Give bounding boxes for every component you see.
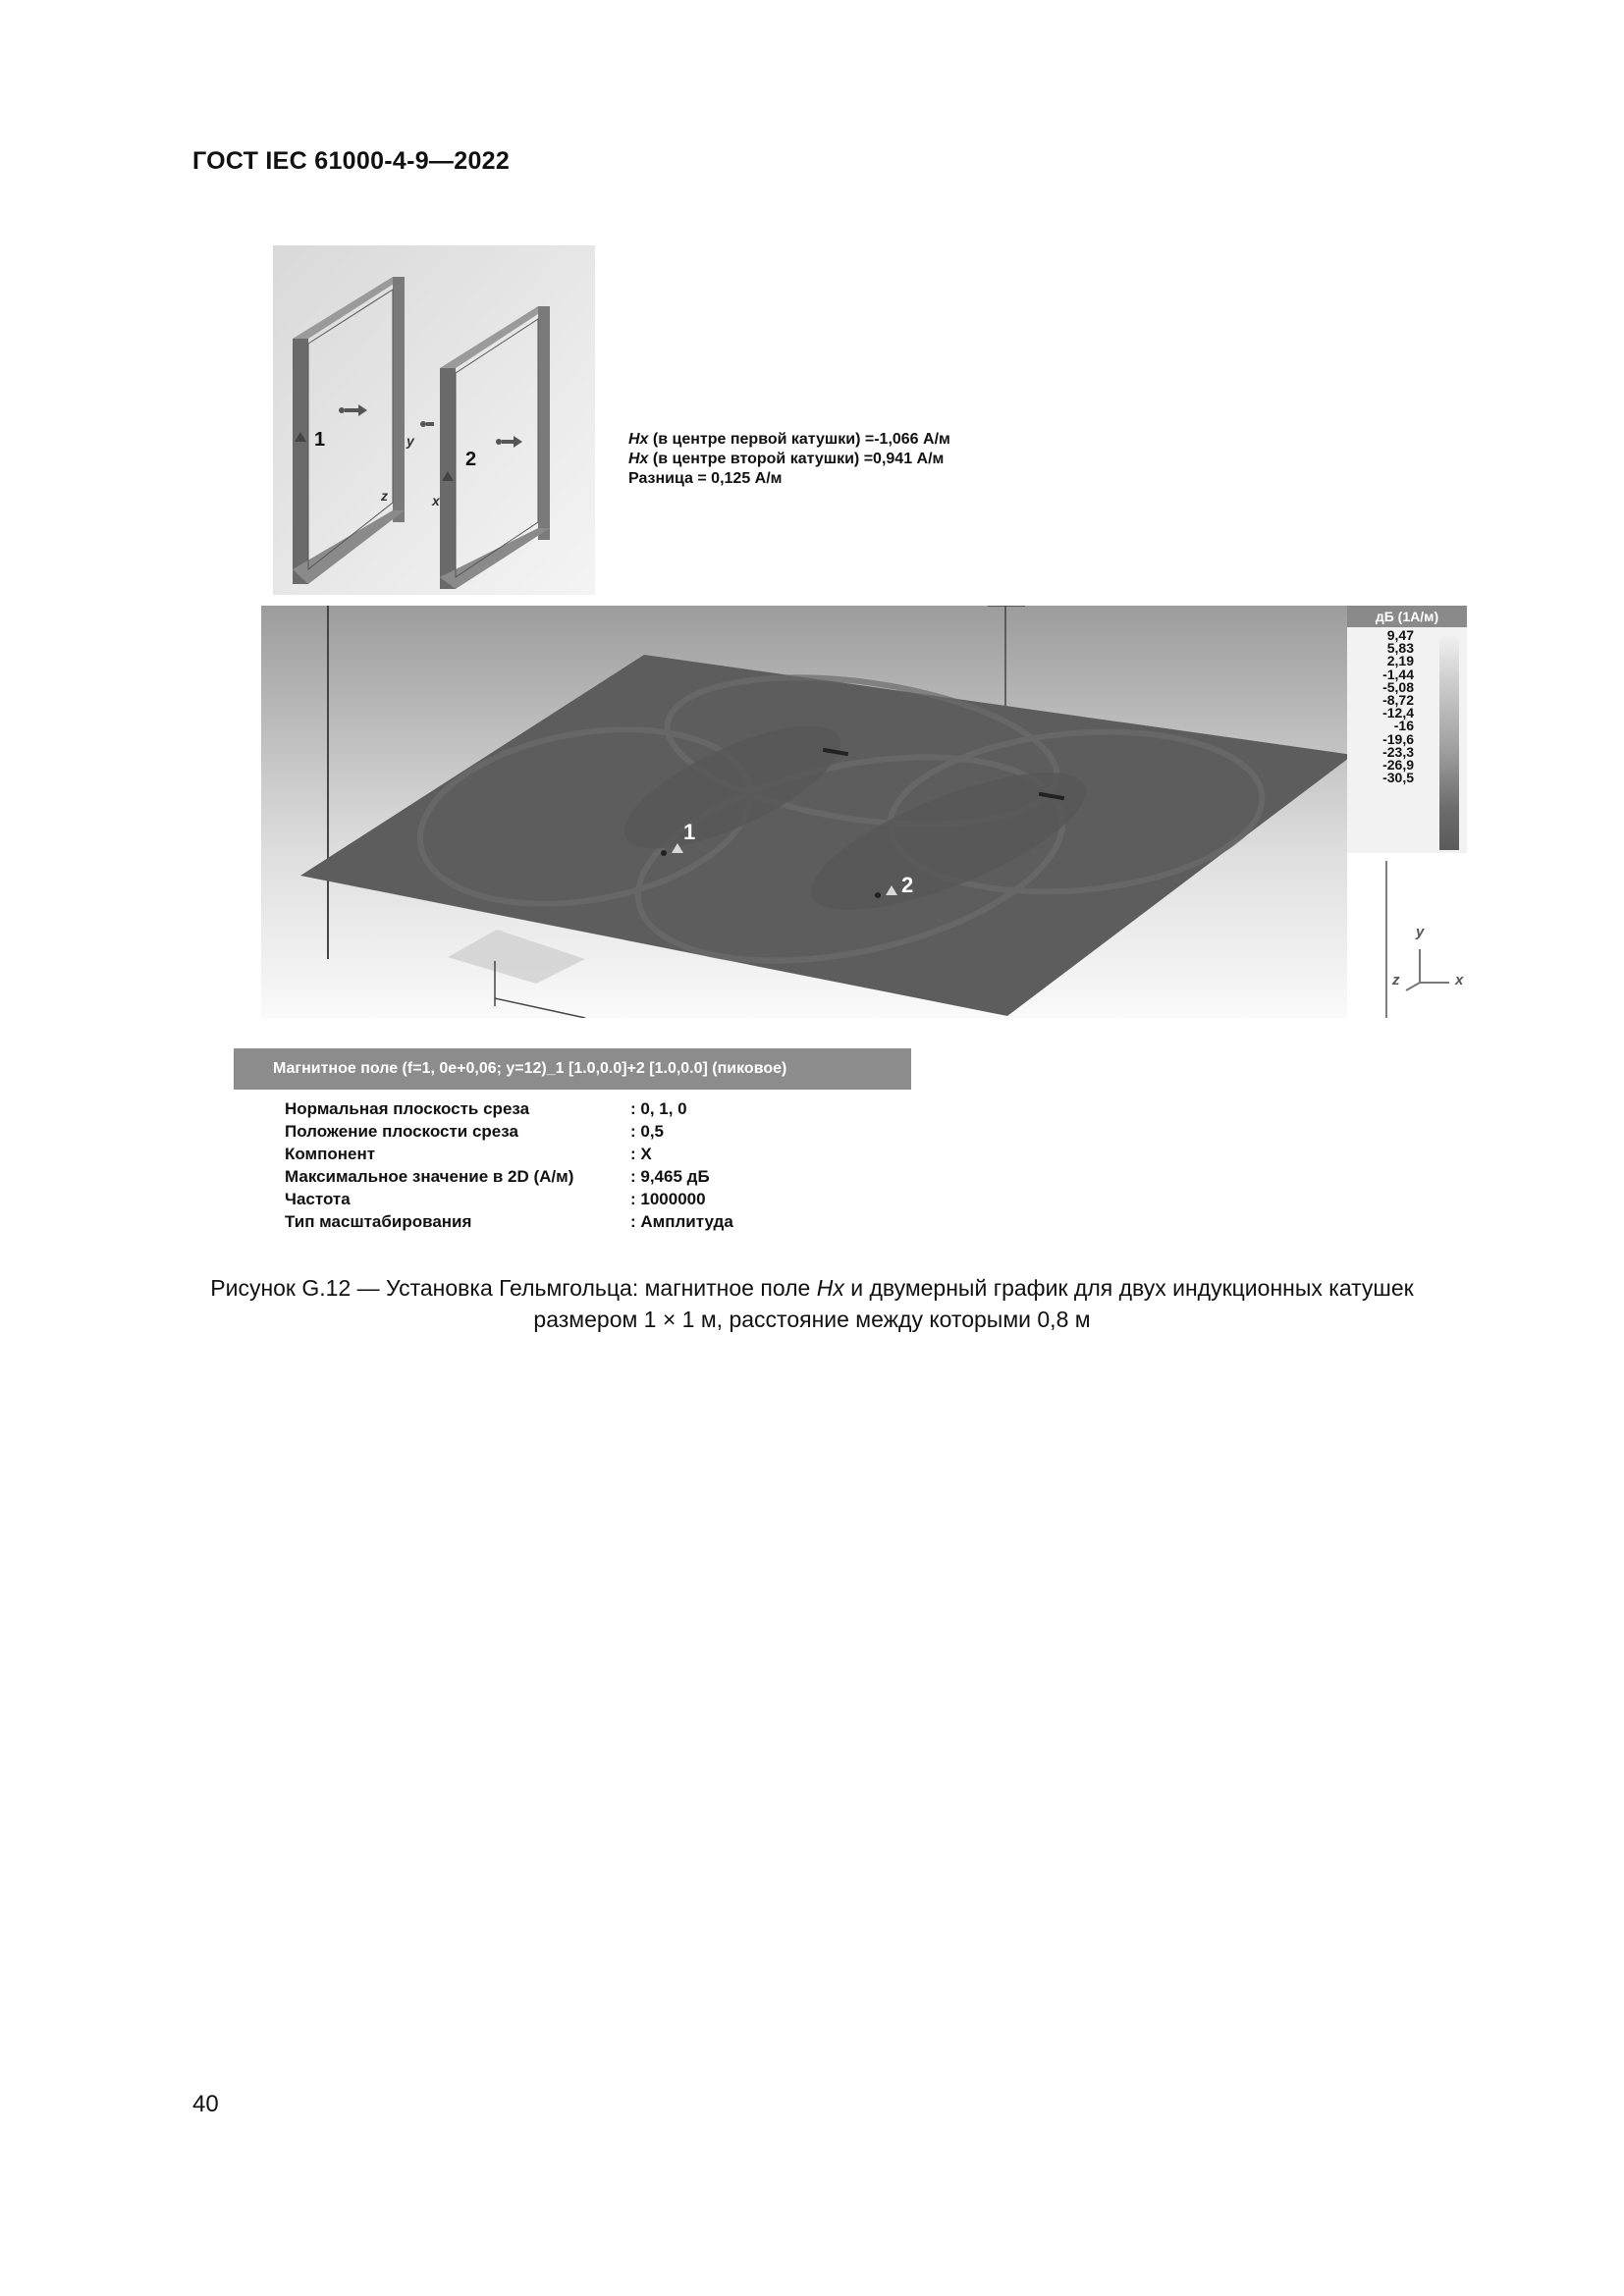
figure-caption — [157, 1272, 1467, 1335]
info-title-bar: Магнитное поле (f=1, 0e+0,06; y=12)_1 [1.0,0.0]+2 [1.0,0.0] (пиковое) — [234, 1048, 911, 1090]
page-number: 40 — [192, 2091, 219, 2117]
info-table — [285, 1097, 776, 1233]
caption-line-2: размером 1 × 1 м, расстояние между которыми 0,8 м — [533, 1307, 1091, 1332]
axis-x-label: x — [432, 493, 440, 508]
hx-label: Hx — [628, 451, 649, 467]
info-row: Тип масштабирования : Амплитуда — [285, 1212, 733, 1231]
legend-value: -1,44 — [1382, 666, 1414, 682]
measurement-line-2: Hx (в центре второй катушки) =0,941 А/м — [628, 451, 945, 467]
measurement-line-1: Hx (в центре первой катушки) =-1,066 А/м — [628, 431, 950, 448]
legend-value: -12,4 — [1382, 705, 1414, 721]
triad-x-label: x — [1455, 972, 1464, 988]
legend-value: 5,83 — [1386, 640, 1414, 657]
legend-value: -16 — [1393, 718, 1414, 734]
info-row: Максимальное значение в 2D (А/м) : 9,465 дБ — [285, 1167, 710, 1186]
legend-value: -26,9 — [1382, 756, 1414, 773]
coils-illustration — [273, 245, 595, 595]
info-row: Положение плоскости среза : 0,5 — [285, 1122, 665, 1141]
legend-scale-labels — [1353, 629, 1414, 784]
legend-value: -23,3 — [1382, 743, 1414, 760]
legend-value: -30,5 — [1382, 770, 1414, 786]
info-row: Частота : 1000000 — [285, 1190, 706, 1208]
coil-1-label: 1 — [314, 429, 326, 451]
field-marker-1: 1 — [683, 820, 696, 844]
field-marker-2: 2 — [901, 873, 914, 897]
legend-value: 9,47 — [1386, 627, 1414, 643]
legend-color-bar — [1439, 636, 1459, 850]
legend-value: -19,6 — [1382, 730, 1414, 747]
axis-triad — [1406, 949, 1449, 990]
triad-y-label: y — [1416, 924, 1425, 940]
info-row: Компонент : X — [285, 1145, 652, 1163]
legend-value: 2,19 — [1386, 653, 1414, 669]
axis-y-label: y — [406, 433, 414, 449]
legend-title: дБ (1А/м) — [1347, 606, 1467, 627]
caption-line-1: Рисунок G.12 — Установка Гельмгольца: магнитное поле Hx и двумерный график для двух индукционных катушек — [210, 1275, 1414, 1301]
info-row: Нормальная плоскость среза : 0, 1, 0 — [285, 1099, 687, 1118]
axis-z-label: z — [381, 488, 388, 504]
hx-label: Hx — [628, 431, 649, 448]
legend-value: -8,72 — [1382, 691, 1414, 708]
field-plot — [261, 606, 1467, 1018]
legend-value: -5,08 — [1382, 678, 1414, 695]
triad-z-label: z — [1392, 972, 1400, 988]
measurement-line-3: Разница = 0,125 А/м — [628, 470, 783, 487]
measurements — [628, 430, 950, 489]
document-header: ГОСТ IEC 61000-4-9—2022 — [192, 147, 511, 175]
coil-2-label: 2 — [465, 449, 477, 470]
